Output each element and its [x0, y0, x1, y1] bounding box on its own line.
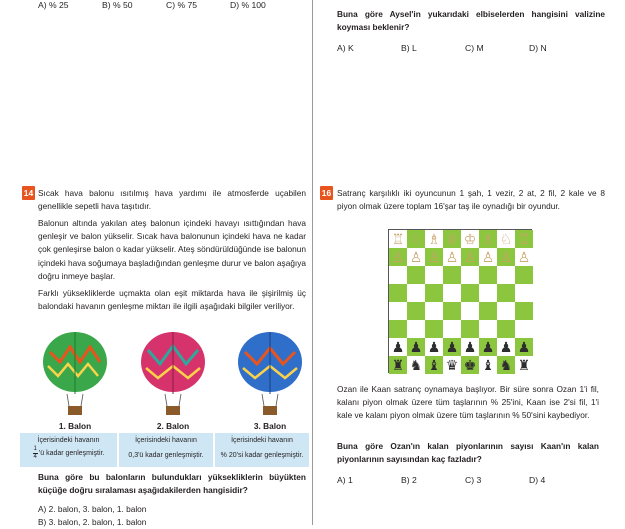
board-square [461, 356, 479, 374]
board-square [407, 230, 425, 248]
board-square [389, 284, 407, 302]
board-square [515, 284, 533, 302]
black-chess-piece-icon: ♟ [391, 339, 405, 355]
option-c[interactable]: C) M [465, 43, 484, 53]
board-square [443, 302, 461, 320]
balloon-2-info-line2: 0,3'ü kadar genleşmiştir. [128, 452, 204, 459]
board-square [389, 302, 407, 320]
board-square [461, 248, 479, 266]
board-square [515, 356, 533, 374]
fraction-numerator: 1 [33, 446, 37, 452]
board-square [425, 248, 443, 266]
board-square [389, 338, 407, 356]
option-c[interactable]: C) % 75 [166, 0, 198, 10]
q14-paragraph-1: Sıcak hava balonu ısıtılmış hava yardımı ile atmosferde uçabilen genellikle sepetli hava taşıtıdır. [38, 188, 306, 212]
board-square [497, 356, 515, 374]
board-square [407, 284, 425, 302]
q16-options [337, 475, 593, 485]
question-number-14: 14 [23, 188, 34, 198]
board-square [461, 320, 479, 338]
option-d[interactable]: D) 4 [529, 475, 546, 485]
option-b[interactable]: B) 2 [401, 475, 417, 485]
balloon-3-info-line2: % 20'si kadar genleşmiştir. [220, 452, 304, 459]
white-chess-piece-icon: ♙ [481, 249, 495, 265]
board-square [443, 284, 461, 302]
top-right-options [337, 43, 593, 53]
board-square [497, 320, 515, 338]
option-c[interactable]: C) 3 [465, 475, 482, 485]
q14-option-b[interactable]: B) 3. balon, 2. balon, 1. balon [38, 517, 147, 527]
white-chess-piece-icon: ♗ [481, 231, 495, 247]
balloon-2-illustration [138, 332, 208, 416]
board-square [443, 338, 461, 356]
white-chess-piece-icon: ♙ [391, 249, 405, 265]
board-square [479, 320, 497, 338]
board-square [515, 320, 533, 338]
column-divider [312, 0, 313, 525]
white-chess-piece-icon: ♙ [445, 249, 459, 265]
black-chess-piece-icon: ♟ [481, 339, 495, 355]
balloon-2-label: 2. Balon [156, 421, 190, 431]
board-square [389, 248, 407, 266]
board-square [407, 320, 425, 338]
option-d[interactable]: D) N [529, 43, 547, 53]
top-left-options [38, 0, 294, 10]
balloon-1-label: 1. Balon [58, 421, 92, 431]
board-square [425, 320, 443, 338]
board-square [389, 266, 407, 284]
board-square [479, 248, 497, 266]
black-chess-piece-icon: ♟ [427, 339, 441, 355]
white-chess-piece-icon: ♙ [409, 249, 423, 265]
top-right-question: Buna göre Aysel'in yukarıdaki elbiselerden hangisini valizine koyması beklenir? [337, 9, 605, 33]
white-chess-piece-icon: ♔ [463, 231, 477, 247]
q14-question: Buna göre bu balonların bulundukları yüksekliklerin büyükten küçüğe doğru sıralaması aşağıdakilerden hangisidir? [38, 472, 306, 496]
board-square [461, 284, 479, 302]
board-square [515, 302, 533, 320]
board-square [407, 248, 425, 266]
black-chess-piece-icon: ♝ [427, 357, 441, 373]
board-square [479, 302, 497, 320]
balloon-3-info-line1: İçerisindeki havanın [231, 437, 293, 444]
white-chess-piece-icon: ♘ [409, 231, 423, 247]
black-chess-piece-icon: ♟ [463, 339, 477, 355]
board-square [389, 356, 407, 374]
board-square [497, 284, 515, 302]
board-square [461, 266, 479, 284]
board-square [425, 284, 443, 302]
black-chess-piece-icon: ♟ [445, 339, 459, 355]
board-square [515, 338, 533, 356]
board-square [443, 230, 461, 248]
black-chess-piece-icon: ♞ [499, 357, 513, 373]
black-chess-piece-icon: ♚ [463, 357, 477, 373]
balloon-2-info-line1: İçerisindeki havanın [135, 437, 197, 444]
option-a[interactable]: A) % 25 [38, 0, 69, 10]
balloon-2-info [119, 433, 213, 467]
board-square [461, 338, 479, 356]
black-chess-piece-icon: ♟ [499, 339, 513, 355]
q16-paragraph-1: Satranç karşılıklı iki oyuncunun 1 şah, 1 vezir, 2 at, 2 fil, 2 kale ve 8 piyon olmak üzere toplam 16'şar taş ile oynadığı bir oyundur. [337, 188, 605, 212]
option-a[interactable]: A) K [337, 43, 354, 53]
board-square [443, 266, 461, 284]
white-chess-piece-icon: ♙ [517, 249, 531, 265]
board-square [515, 266, 533, 284]
board-square [497, 338, 515, 356]
question-number-16: 16 [321, 188, 332, 198]
q14-paragraph-2: Balonun altında yakılan ateş balonun içindeki havayı ısıttığından hava genleşir ve balon yükselir. Sıcak hava balonunun içindeki hava ne kadar çok genleşirse balon o kadar yükselir. Ateş söndürüldüğünde ise balonun içindeki hava soğumaya başladığından genleşme durur ve balon aşağıya doğru inmeye başlar. [38, 218, 306, 281]
board-square [461, 230, 479, 248]
option-b[interactable]: B) L [401, 43, 417, 53]
q14-option-a[interactable]: A) 2. balon, 3. balon, 1. balon [38, 504, 147, 514]
fraction [33, 446, 38, 461]
board-square [497, 266, 515, 284]
board-square [389, 230, 407, 248]
q16-paragraph-2: Ozan ile Kaan satranç oynamaya başlıyor. Bir süre sonra Ozan 1'i fil, kalanı piyon olmak üzere tüm taşlarının % 25'ini, Kaan ise 2'si fil, 1'i kale ve kalanı piyon olmak üzere tüm taşlarının % 50'sini kaybediyor. [337, 384, 599, 421]
balloon-1-info-line2: 'ü kadar genleşmiştir. [38, 450, 105, 457]
board-square [443, 356, 461, 374]
q16-question: Buna göre Ozan'ın kalan piyonlarının sayısı Kaan'ın kalan piyonlarının sayısından kaç fazladır? [337, 441, 599, 465]
option-b[interactable]: B) % 50 [102, 0, 133, 10]
board-square [407, 266, 425, 284]
white-chess-piece-icon: ♕ [445, 231, 459, 247]
white-chess-piece-icon: ♙ [499, 249, 513, 265]
board-square [443, 248, 461, 266]
board-square [497, 302, 515, 320]
balloon-1-illustration [40, 332, 110, 416]
fraction-denominator: 4 [33, 454, 37, 460]
white-chess-piece-icon: ♖ [517, 231, 531, 247]
black-chess-piece-icon: ♜ [517, 357, 531, 373]
balloon-3-info [215, 433, 309, 467]
board-square [479, 338, 497, 356]
board-square [425, 338, 443, 356]
board-square [425, 266, 443, 284]
balloon-3-label: 3. Balon [253, 421, 287, 431]
board-square [407, 356, 425, 374]
white-chess-piece-icon: ♗ [427, 231, 441, 247]
board-square [443, 320, 461, 338]
board-square [461, 302, 479, 320]
board-square [497, 248, 515, 266]
board-square [425, 356, 443, 374]
white-chess-piece-icon: ♙ [427, 249, 441, 265]
black-chess-piece-icon: ♛ [445, 357, 459, 373]
white-chess-piece-icon: ♘ [499, 231, 513, 247]
black-chess-piece-icon: ♞ [409, 357, 423, 373]
board-square [407, 338, 425, 356]
board-square [479, 356, 497, 374]
white-chess-piece-icon: ♖ [391, 231, 405, 247]
board-square [515, 230, 533, 248]
board-square [389, 320, 407, 338]
board-square [497, 230, 515, 248]
black-chess-piece-icon: ♝ [481, 357, 495, 373]
balloon-3-illustration [235, 332, 305, 416]
black-chess-piece-icon: ♟ [517, 339, 531, 355]
black-chess-piece-icon: ♜ [391, 357, 405, 373]
board-square [479, 266, 497, 284]
board-square [425, 230, 443, 248]
board-square [479, 230, 497, 248]
balloon-1-info [20, 433, 117, 467]
white-chess-piece-icon: ♙ [463, 249, 477, 265]
balloon-1-info-line1: İçerisindeki havanın [37, 437, 100, 444]
board-square [515, 248, 533, 266]
board-square [479, 284, 497, 302]
option-d[interactable]: D) % 100 [230, 0, 266, 10]
board-square [425, 302, 443, 320]
q14-paragraph-3: Farklı yüksekliklerde uçmakta olan eşit miktarda hava ile şişirilmiş üç balondaki havanın genleşme miktarı ile ilgili aşağıdaki bilgiler veriliyor. [38, 288, 306, 312]
chess-board [388, 229, 532, 373]
black-chess-piece-icon: ♟ [409, 339, 423, 355]
board-square [407, 302, 425, 320]
option-a[interactable]: A) 1 [337, 475, 353, 485]
